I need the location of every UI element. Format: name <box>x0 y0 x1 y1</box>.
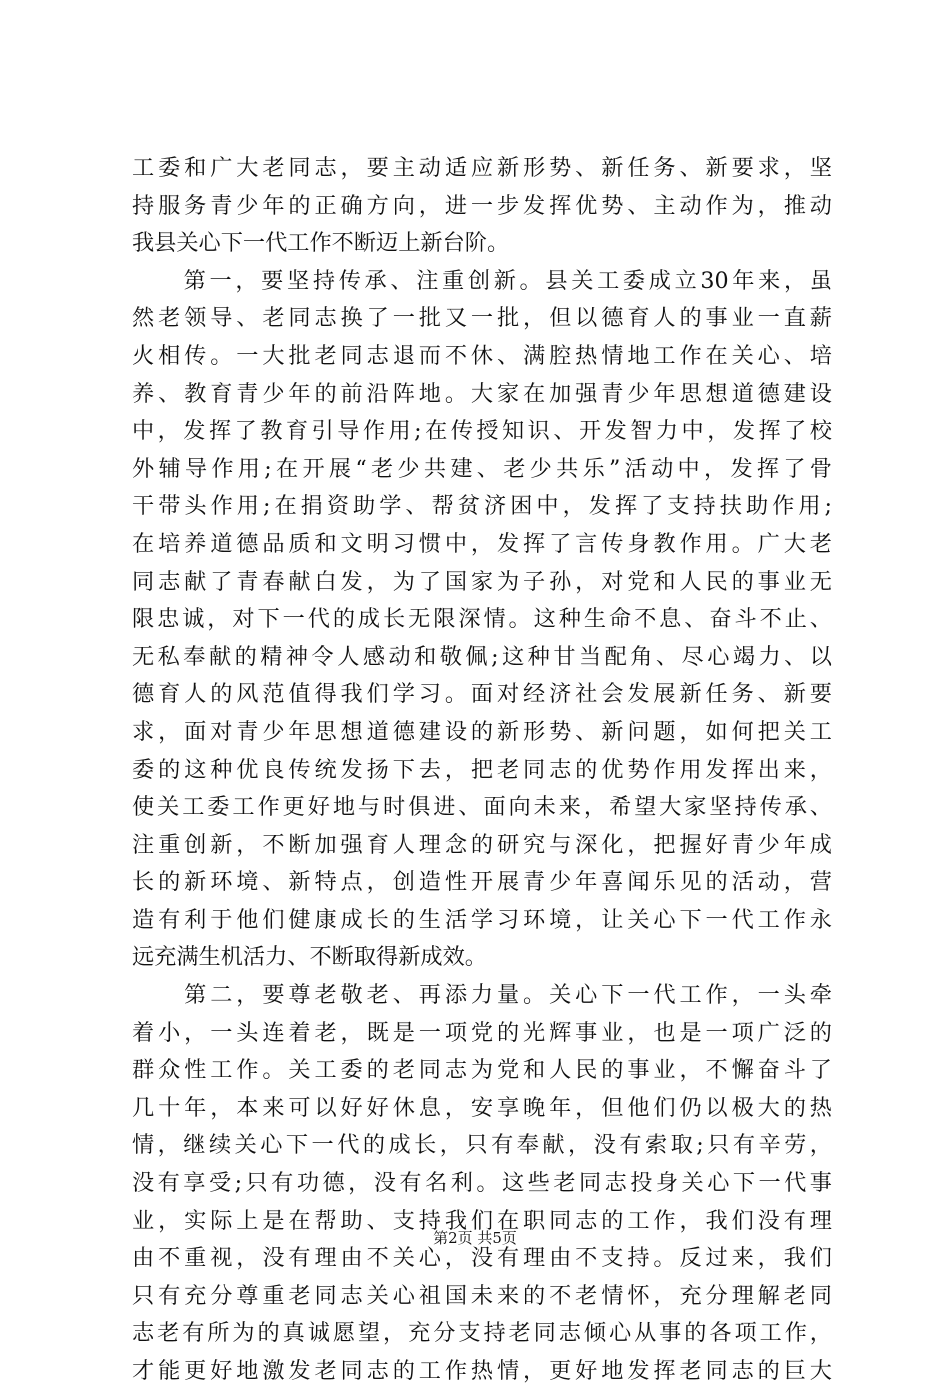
text-line: 我县关心下一代工作不断迈上新台阶。 <box>132 230 510 257</box>
text-line: 然老领导、老同志换了一批又一批，但以德育人的事业一直薪 <box>132 305 832 332</box>
text-line: 德育人的风范值得我们学习。面对经济社会发展新任务、新要 <box>132 681 832 708</box>
text-line: 注重创新，不断加强育人理念的研究与深化，把握好青少年成 <box>132 831 832 858</box>
text-line: 持服务青少年的正确方向，进一步发挥优势、主动作为，推动 <box>132 192 832 219</box>
text-line: 着小，一头连着老，既是一项党的光辉事业，也是一项广泛的 <box>132 1019 832 1046</box>
text-line: 干带头作用;在捐资助学、帮贫济困中，发挥了支持扶助作用; <box>132 493 832 520</box>
text-line: 情，继续关心下一代的成长，只有奉献，没有索取;只有辛劳， <box>132 1132 832 1159</box>
text-line: 委的这种优良传统发扬下去，把老同志的优势作用发挥出来， <box>132 756 832 783</box>
text-line: 养、教育青少年的前沿阵地。大家在加强青少年思想道德建设 <box>132 380 832 407</box>
text-line: 由不重视，没有理由不关心，没有理由不支持。反过来，我们 <box>132 1245 832 1272</box>
text-line: 群众性工作。关工委的老同志为党和人民的事业，不懈奋斗了 <box>132 1057 832 1084</box>
text-line: 业，实际上是在帮助、支持我们在职同志的工作，我们没有理 <box>132 1207 832 1234</box>
text-line: 志老有所为的真诚愿望，充分支持老同志倾心从事的各项工作， <box>132 1320 832 1347</box>
text-line: 造有利于他们健康成长的生活学习环境，让关心下一代工作永 <box>132 906 832 933</box>
text-line: 才能更好地激发老同志的工作热情，更好地发挥老同志的巨大 <box>132 1358 832 1384</box>
text-line: 限忠诚，对下一代的成长无限深情。这种生命不息、奋斗不止、 <box>132 606 832 633</box>
text-line: 火相传。一大批老同志退而不休、满腔热情地工作在关心、培 <box>132 342 832 369</box>
text-line: 长的新环境、新特点，创造性开展青少年喜闻乐见的活动，营 <box>132 869 832 896</box>
text-line: 没有享受;只有功德，没有名利。这些老同志投身关心下一代事 <box>132 1170 832 1197</box>
body-text <box>132 150 832 1391</box>
text-line: 远充满生机活力、不断取得新成效。 <box>132 944 487 971</box>
text-line: 无私奉献的精神令人感动和敬佩;这种甘当配角、尽心竭力、以 <box>132 643 832 670</box>
text-line: 第二，要尊老敬老、再添力量。关心下一代工作，一头牵 <box>132 982 832 1009</box>
text-line: 外辅导作用;在开展“老少共建、老少共乐”活动中，发挥了骨 <box>132 455 832 482</box>
text-line: 几十年，本来可以好好休息，安享晚年，但他们仍以极大的热 <box>132 1094 832 1121</box>
text-line: 第一，要坚持传承、注重创新。县关工委成立30年来，虽 <box>132 267 832 294</box>
text-line: 中，发挥了教育引导作用;在传授知识、开发智力中，发挥了校 <box>132 418 832 445</box>
text-line: 求，面对青少年思想道德建设的新形势、新问题，如何把关工 <box>132 718 832 745</box>
text-line: 工委和广大老同志，要主动适应新形势、新任务、新要求，坚 <box>132 155 832 181</box>
page-footer: 第2页 共5页 <box>433 1229 517 1247</box>
text-line: 使关工委工作更好地与时俱进、面向未来，希望大家坚持传承、 <box>132 794 832 821</box>
text-line: 在培养道德品质和文明习惯中，发挥了言传身教作用。广大老 <box>132 530 832 557</box>
text-line: 同志献了青春献白发，为了国家为子孙，对党和人民的事业无 <box>132 568 832 595</box>
text-line: 只有充分尊重老同志关心祖国未来的不老情怀，充分理解老同 <box>132 1282 832 1309</box>
